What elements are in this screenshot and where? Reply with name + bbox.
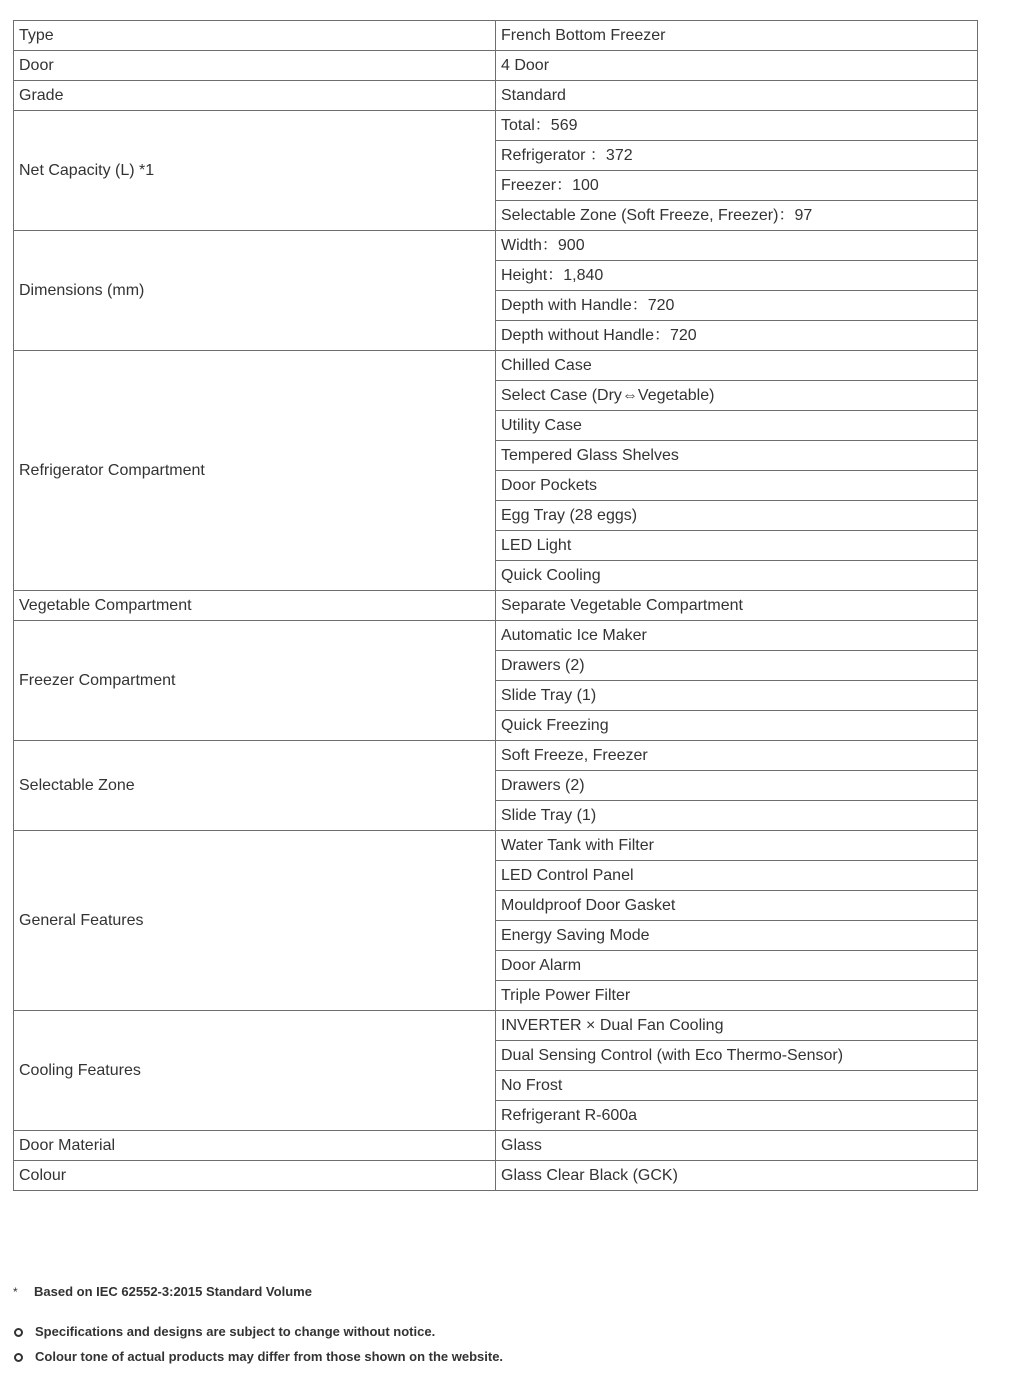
spec-row xyxy=(14,591,978,621)
spec-label: Selectable Zone xyxy=(14,741,496,831)
footnote-text: Based on IEC 62552-3:2015 Standard Volume xyxy=(34,1284,312,1299)
spec-value: Drawers (2) xyxy=(496,771,978,801)
spec-label: Vegetable Compartment xyxy=(14,591,496,621)
spec-value: Glass xyxy=(496,1131,978,1161)
spec-row xyxy=(14,621,978,651)
spec-row xyxy=(14,351,978,381)
spec-value: Tempered Glass Shelves xyxy=(496,441,978,471)
spec-row xyxy=(14,81,978,111)
spec-value: Separate Vegetable Compartment xyxy=(496,591,978,621)
spec-label: Net Capacity (L) *1 xyxy=(14,111,496,231)
spec-value: Slide Tray (1) xyxy=(496,681,978,711)
notes-section xyxy=(13,1283,993,1373)
bullet-circle-icon xyxy=(14,1328,23,1337)
spec-label: Cooling Features xyxy=(14,1011,496,1131)
spec-value: Slide Tray (1) xyxy=(496,801,978,831)
spec-row xyxy=(14,111,978,141)
spec-value: Automatic Ice Maker xyxy=(496,621,978,651)
spec-label: Colour xyxy=(14,1161,496,1191)
spec-value: Soft Freeze, Freezer xyxy=(496,741,978,771)
spec-value: 4 Door xyxy=(496,51,978,81)
spec-value: Chilled Case xyxy=(496,351,978,381)
spec-value: Standard xyxy=(496,81,978,111)
spec-label: Dimensions (mm) xyxy=(14,231,496,351)
spec-value: Width：900 xyxy=(496,231,978,261)
spec-value: Door Pockets xyxy=(496,471,978,501)
spec-row xyxy=(14,1011,978,1041)
spec-label: Type xyxy=(14,21,496,51)
spec-value: Depth with Handle：720 xyxy=(496,291,978,321)
spec-row xyxy=(14,741,978,771)
note-item xyxy=(13,1323,993,1341)
spec-value: Total：569 xyxy=(496,111,978,141)
spec-label: Door xyxy=(14,51,496,81)
spec-value: Dual Sensing Control (with Eco Thermo-Sensor) xyxy=(496,1041,978,1071)
spec-label: Door Material xyxy=(14,1131,496,1161)
spec-value: LED Control Panel xyxy=(496,861,978,891)
spec-value: Glass Clear Black (GCK) xyxy=(496,1161,978,1191)
spec-value: Depth without Handle：720 xyxy=(496,321,978,351)
spec-value: Energy Saving Mode xyxy=(496,921,978,951)
spec-value: Refrigerator ：372 xyxy=(496,141,978,171)
spec-value: Mouldproof Door Gasket xyxy=(496,891,978,921)
spec-value: Triple Power Filter xyxy=(496,981,978,1011)
spec-value: Drawers (2) xyxy=(496,651,978,681)
footnote-mark: * xyxy=(13,1285,18,1299)
spec-value: French Bottom Freezer xyxy=(496,21,978,51)
notes-list xyxy=(13,1323,993,1366)
spec-row xyxy=(14,1161,978,1191)
note-text: Specifications and designs are subject to change without notice. xyxy=(35,1324,436,1339)
footnote xyxy=(13,1283,993,1301)
spec-value: Height：1,840 xyxy=(496,261,978,291)
spec-row xyxy=(14,51,978,81)
spec-value: Freezer：100 xyxy=(496,171,978,201)
spec-label: Refrigerator Compartment xyxy=(14,351,496,591)
spec-value: No Frost xyxy=(496,1071,978,1101)
spec-value: Refrigerant R-600a xyxy=(496,1101,978,1131)
spec-value: Quick Freezing xyxy=(496,711,978,741)
spec-table xyxy=(13,20,978,1191)
spec-row xyxy=(14,231,978,261)
spec-row xyxy=(14,831,978,861)
spec-label: General Features xyxy=(14,831,496,1011)
spec-value: Quick Cooling xyxy=(496,561,978,591)
spec-value: Selectable Zone (Soft Freeze, Freezer)：97 xyxy=(496,201,978,231)
spec-row xyxy=(14,1131,978,1161)
spec-value: Utility Case xyxy=(496,411,978,441)
bullet-circle-icon xyxy=(14,1353,23,1362)
spec-value: Door Alarm xyxy=(496,951,978,981)
spec-value: Water Tank with Filter xyxy=(496,831,978,861)
spec-label: Grade xyxy=(14,81,496,111)
note-item xyxy=(13,1348,993,1366)
note-text: Colour tone of actual products may differ from those shown on the website. xyxy=(35,1349,504,1364)
spec-value: Egg Tray (28 eggs) xyxy=(496,501,978,531)
spec-label: Freezer Compartment xyxy=(14,621,496,741)
spec-table-body xyxy=(14,21,978,1191)
spec-row xyxy=(14,21,978,51)
spec-value: Select Case (Dry⇔Vegetable) xyxy=(496,381,978,411)
spec-value: LED Light xyxy=(496,531,978,561)
spec-value: INVERTER × Dual Fan Cooling xyxy=(496,1011,978,1041)
